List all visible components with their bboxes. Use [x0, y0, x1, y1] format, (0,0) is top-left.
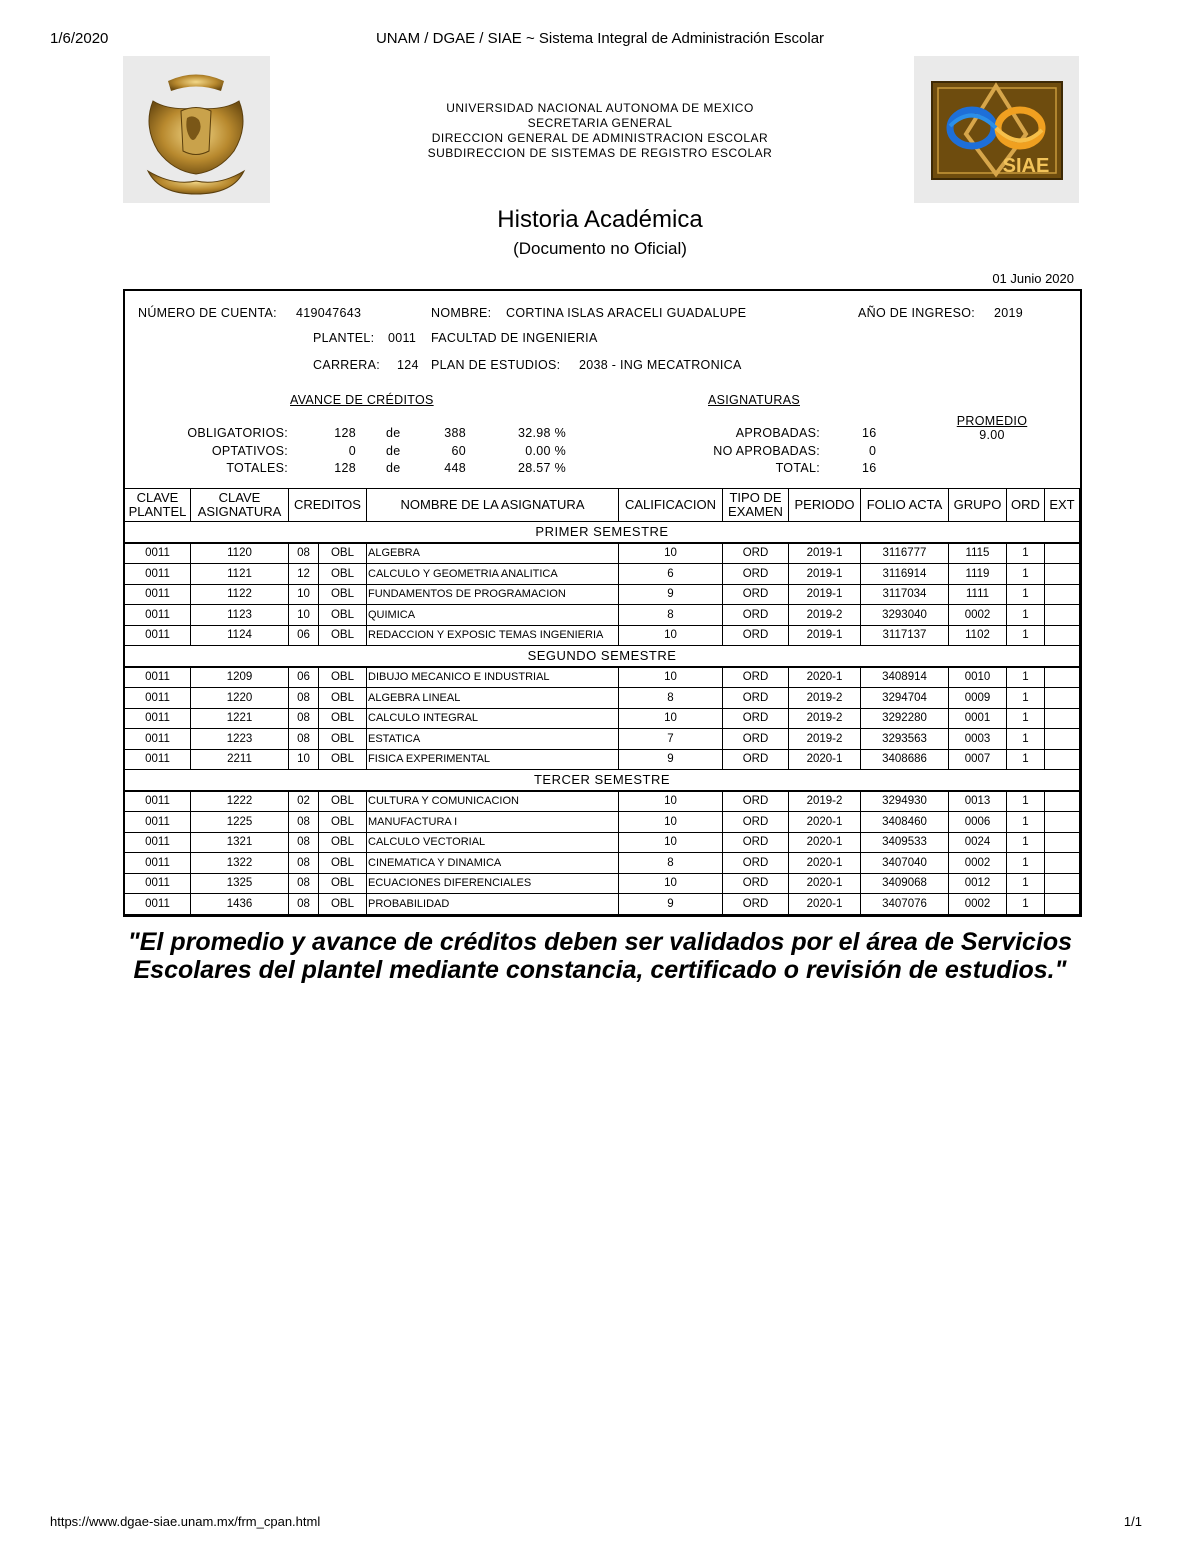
creditos-pct: 0.00 %	[525, 444, 566, 458]
cell-clave-plantel: 0011	[125, 605, 191, 626]
creditos-label: OPTATIVOS:	[211, 444, 288, 458]
cell-ext	[1045, 708, 1080, 729]
print-title: UNAM / DGAE / SIAE ~ Sistema Integral de Administración Escolar	[375, 30, 825, 47]
cell-ord: 1	[1007, 749, 1045, 770]
creditos-value: 128	[334, 461, 356, 475]
cell-grupo: 1102	[949, 625, 1007, 646]
cell-ext	[1045, 688, 1080, 709]
cell-calificacion: 9	[619, 584, 723, 605]
semester-name: TERCER SEMESTRE	[125, 770, 1080, 791]
semester-name: SEGUNDO SEMESTRE	[125, 646, 1080, 667]
table-row	[125, 584, 1080, 605]
cell-caracter: OBL	[319, 791, 367, 812]
cell-grupo: 0002	[949, 605, 1007, 626]
cell-folio-acta: 3116777	[861, 543, 949, 564]
cell-clave-asignatura: 1220	[191, 688, 289, 709]
cell-ord: 1	[1007, 853, 1045, 874]
table-row	[125, 605, 1080, 626]
cell-clave-asignatura: 1121	[191, 564, 289, 585]
cell-caracter: OBL	[319, 894, 367, 915]
cell-creditos: 08	[289, 853, 319, 874]
cell-ext	[1045, 791, 1080, 812]
cell-creditos: 10	[289, 605, 319, 626]
creditos-value: 0	[348, 444, 356, 458]
creditos-pct: 28.57 %	[518, 461, 566, 475]
col-calificacion: CALIFICACION	[619, 489, 723, 522]
cell-calificacion: 6	[619, 564, 723, 585]
ingreso-value: 2019	[994, 306, 1024, 320]
table-row	[125, 812, 1080, 833]
cell-folio-acta: 3117137	[861, 625, 949, 646]
cell-ext	[1045, 812, 1080, 833]
print-date: 1/6/2020	[50, 30, 109, 47]
promedio-value: 9.00	[979, 428, 1005, 442]
cell-periodo: 2019-2	[789, 708, 861, 729]
asignaturas-value: 16	[862, 461, 877, 475]
cuenta-value: 419047643	[296, 306, 362, 320]
plan-label: PLAN DE ESTUDIOS:	[431, 358, 561, 372]
cell-tipo-examen: ORD	[723, 791, 789, 812]
table-row	[125, 894, 1080, 915]
cell-clave-plantel: 0011	[125, 853, 191, 874]
cell-folio-acta: 3407040	[861, 853, 949, 874]
cell-creditos: 08	[289, 873, 319, 894]
document-title: Historia Académica	[497, 206, 703, 233]
cell-ext	[1045, 853, 1080, 874]
col-tipo-examen: TIPO DE EXAMEN	[723, 489, 789, 522]
grades-table	[124, 488, 1080, 915]
cell-tipo-examen: ORD	[723, 873, 789, 894]
institution-direccion: DIRECCION GENERAL DE ADMINISTRACION ESCOLAR	[431, 131, 769, 145]
cell-clave-asignatura: 1122	[191, 584, 289, 605]
cell-creditos: 02	[289, 791, 319, 812]
cell-ext	[1045, 543, 1080, 564]
cell-clave-asignatura: 1209	[191, 667, 289, 688]
institution-name: UNIVERSIDAD NACIONAL AUTONOMA DE MEXICO	[446, 101, 754, 115]
cell-tipo-examen: ORD	[723, 729, 789, 750]
cell-tipo-examen: ORD	[723, 543, 789, 564]
cell-ord: 1	[1007, 688, 1045, 709]
cell-periodo: 2019-1	[789, 543, 861, 564]
cell-nombre: CINEMATICA Y DINAMICA	[367, 853, 619, 874]
cell-ext	[1045, 729, 1080, 750]
document-subtitle: (Documento no Oficial)	[513, 239, 687, 258]
cell-folio-acta: 3292280	[861, 708, 949, 729]
cell-ext	[1045, 564, 1080, 585]
creditos-pct: 32.98 %	[518, 426, 566, 440]
cell-nombre: FUNDAMENTOS DE PROGRAMACION	[367, 584, 619, 605]
plantel-label: PLANTEL:	[313, 331, 375, 345]
cell-ord: 1	[1007, 832, 1045, 853]
print-page-number: 1/1	[1123, 1514, 1142, 1529]
cell-folio-acta: 3408460	[861, 812, 949, 833]
table-row	[125, 749, 1080, 770]
cell-creditos: 10	[289, 749, 319, 770]
cell-clave-asignatura: 1221	[191, 708, 289, 729]
cell-periodo: 2020-1	[789, 853, 861, 874]
cell-folio-acta: 3294704	[861, 688, 949, 709]
semester-row	[125, 646, 1080, 667]
cell-clave-plantel: 0011	[125, 688, 191, 709]
cell-caracter: OBL	[319, 853, 367, 874]
validation-notice: "El promedio y avance de créditos deben ser validados por el área de Servicios Escolares del plantel mediante constancia, certificado o revisión de estudios."	[127, 928, 1073, 984]
cell-caracter: OBL	[319, 625, 367, 646]
cell-grupo: 0002	[949, 853, 1007, 874]
col-ord: ORD	[1007, 489, 1045, 522]
cell-tipo-examen: ORD	[723, 625, 789, 646]
cell-periodo: 2019-2	[789, 688, 861, 709]
col-nombre-asignatura: NOMBRE DE LA ASIGNATURA	[367, 489, 619, 522]
col-clave-asignatura: CLAVE ASIGNATURA	[191, 489, 289, 522]
carrera-code: 124	[397, 358, 419, 372]
cell-nombre: CALCULO VECTORIAL	[367, 832, 619, 853]
creditos-de: de	[386, 461, 401, 475]
table-header-row	[125, 489, 1080, 522]
cell-clave-plantel: 0011	[125, 894, 191, 915]
cell-clave-asignatura: 1436	[191, 894, 289, 915]
cell-grupo: 0006	[949, 812, 1007, 833]
cell-clave-asignatura: 1222	[191, 791, 289, 812]
creditos-total: 60	[451, 444, 466, 458]
cell-grupo: 0010	[949, 667, 1007, 688]
cell-nombre: MANUFACTURA I	[367, 812, 619, 833]
cell-creditos: 08	[289, 543, 319, 564]
asignaturas-heading: ASIGNATURAS	[708, 393, 800, 407]
cell-clave-asignatura: 1325	[191, 873, 289, 894]
cell-nombre: CALCULO INTEGRAL	[367, 708, 619, 729]
cell-caracter: OBL	[319, 688, 367, 709]
cell-grupo: 1119	[949, 564, 1007, 585]
cell-folio-acta: 3409533	[861, 832, 949, 853]
cell-folio-acta: 3407076	[861, 894, 949, 915]
cell-calificacion: 10	[619, 791, 723, 812]
cell-caracter: OBL	[319, 749, 367, 770]
semester-name: PRIMER SEMESTRE	[125, 522, 1080, 543]
cell-folio-acta: 3408914	[861, 667, 949, 688]
cell-clave-plantel: 0011	[125, 749, 191, 770]
cell-ext	[1045, 667, 1080, 688]
cell-caracter: OBL	[319, 729, 367, 750]
siae-logo-text: SIAE	[1002, 155, 1050, 177]
cell-calificacion: 9	[619, 749, 723, 770]
cell-folio-acta: 3116914	[861, 564, 949, 585]
cell-grupo: 0012	[949, 873, 1007, 894]
nombre-value: CORTINA ISLAS ARACELI GUADALUPE	[506, 306, 747, 320]
cuenta-label: NÚMERO DE CUENTA:	[138, 306, 277, 320]
cell-periodo: 2020-1	[789, 832, 861, 853]
col-clave-plantel: CLAVE PLANTEL	[125, 489, 191, 522]
asignaturas-value: 0	[869, 444, 877, 458]
cell-nombre: ECUACIONES DIFERENCIALES	[367, 873, 619, 894]
cell-clave-plantel: 0011	[125, 791, 191, 812]
cell-ord: 1	[1007, 894, 1045, 915]
table-row	[125, 729, 1080, 750]
cell-clave-asignatura: 1123	[191, 605, 289, 626]
cell-clave-asignatura: 2211	[191, 749, 289, 770]
plan-value: 2038 - ING MECATRONICA	[579, 358, 742, 372]
cell-ord: 1	[1007, 625, 1045, 646]
cell-tipo-examen: ORD	[723, 894, 789, 915]
cell-creditos: 06	[289, 625, 319, 646]
cell-ord: 1	[1007, 729, 1045, 750]
cell-periodo: 2019-2	[789, 605, 861, 626]
table-row	[125, 688, 1080, 709]
cell-calificacion: 10	[619, 708, 723, 729]
cell-grupo: 0002	[949, 894, 1007, 915]
cell-ext	[1045, 749, 1080, 770]
cell-clave-asignatura: 1322	[191, 853, 289, 874]
cell-nombre: QUIMICA	[367, 605, 619, 626]
cell-periodo: 2020-1	[789, 667, 861, 688]
semester-row	[125, 522, 1080, 543]
cell-nombre: ALGEBRA	[367, 543, 619, 564]
institution-subdireccion: SUBDIRECCION DE SISTEMAS DE REGISTRO ESCOLAR	[427, 146, 773, 160]
cell-folio-acta: 3293040	[861, 605, 949, 626]
cell-creditos: 08	[289, 688, 319, 709]
cell-periodo: 2020-1	[789, 873, 861, 894]
col-ext: EXT	[1045, 489, 1080, 522]
cell-grupo: 0024	[949, 832, 1007, 853]
col-creditos: CREDITOS	[289, 489, 367, 522]
plantel-name: FACULTAD DE INGENIERIA	[431, 331, 598, 345]
cell-calificacion: 7	[619, 729, 723, 750]
cell-caracter: OBL	[319, 812, 367, 833]
cell-tipo-examen: ORD	[723, 832, 789, 853]
table-row	[125, 708, 1080, 729]
cell-caracter: OBL	[319, 708, 367, 729]
creditos-de: de	[386, 426, 401, 440]
cell-ord: 1	[1007, 812, 1045, 833]
plantel-code: 0011	[388, 331, 417, 345]
cell-grupo: 0013	[949, 791, 1007, 812]
cell-clave-plantel: 0011	[125, 812, 191, 833]
table-row	[125, 667, 1080, 688]
cell-clave-plantel: 0011	[125, 564, 191, 585]
cell-folio-acta: 3294930	[861, 791, 949, 812]
cell-clave-plantel: 0011	[125, 667, 191, 688]
cell-creditos: 10	[289, 584, 319, 605]
cell-ord: 1	[1007, 564, 1045, 585]
table-row	[125, 625, 1080, 646]
cell-caracter: OBL	[319, 832, 367, 853]
cell-clave-plantel: 0011	[125, 708, 191, 729]
cell-clave-plantel: 0011	[125, 625, 191, 646]
cell-calificacion: 10	[619, 625, 723, 646]
cell-caracter: OBL	[319, 605, 367, 626]
siae-logo-icon	[914, 56, 1079, 203]
cell-folio-acta: 3409068	[861, 873, 949, 894]
cell-ord: 1	[1007, 605, 1045, 626]
creditos-de: de	[386, 444, 401, 458]
cell-tipo-examen: ORD	[723, 708, 789, 729]
asignaturas-value: 16	[862, 426, 877, 440]
cell-creditos: 12	[289, 564, 319, 585]
semester-row	[125, 770, 1080, 791]
cell-tipo-examen: ORD	[723, 564, 789, 585]
cell-tipo-examen: ORD	[723, 667, 789, 688]
cell-creditos: 08	[289, 832, 319, 853]
cell-periodo: 2020-1	[789, 812, 861, 833]
cell-nombre: PROBABILIDAD	[367, 894, 619, 915]
asignaturas-label: NO APROBADAS:	[713, 444, 820, 458]
cell-folio-acta: 3408686	[861, 749, 949, 770]
cell-calificacion: 8	[619, 853, 723, 874]
cell-clave-plantel: 0011	[125, 584, 191, 605]
cell-nombre: FISICA EXPERIMENTAL	[367, 749, 619, 770]
table-row	[125, 873, 1080, 894]
cell-calificacion: 10	[619, 543, 723, 564]
cell-ext	[1045, 625, 1080, 646]
cell-periodo: 2019-1	[789, 584, 861, 605]
creditos-total: 388	[444, 426, 466, 440]
cell-tipo-examen: ORD	[723, 749, 789, 770]
promedio-label: PROMEDIO	[956, 414, 1028, 428]
cell-ext	[1045, 605, 1080, 626]
cell-creditos: 06	[289, 667, 319, 688]
cell-clave-plantel: 0011	[125, 729, 191, 750]
cell-clave-asignatura: 1124	[191, 625, 289, 646]
cell-calificacion: 10	[619, 873, 723, 894]
cell-periodo: 2020-1	[789, 749, 861, 770]
ingreso-label: AÑO DE INGRESO:	[858, 306, 976, 320]
print-url: https://www.dgae-siae.unam.mx/frm_cpan.html	[50, 1514, 321, 1529]
cell-clave-plantel: 0011	[125, 832, 191, 853]
cell-clave-asignatura: 1223	[191, 729, 289, 750]
nombre-label: NOMBRE:	[431, 306, 492, 320]
table-row	[125, 791, 1080, 812]
cell-tipo-examen: ORD	[723, 605, 789, 626]
cell-ord: 1	[1007, 667, 1045, 688]
carrera-label: CARRERA:	[313, 358, 380, 372]
cell-periodo: 2019-2	[789, 791, 861, 812]
col-folio-acta: FOLIO ACTA	[861, 489, 949, 522]
cell-tipo-examen: ORD	[723, 688, 789, 709]
cell-grupo: 1115	[949, 543, 1007, 564]
asignaturas-label: APROBADAS:	[735, 426, 820, 440]
cell-periodo: 2019-2	[789, 729, 861, 750]
cell-calificacion: 10	[619, 812, 723, 833]
cell-ord: 1	[1007, 708, 1045, 729]
creditos-total: 448	[444, 461, 466, 475]
cell-calificacion: 9	[619, 894, 723, 915]
cell-clave-asignatura: 1321	[191, 832, 289, 853]
cell-ext	[1045, 894, 1080, 915]
cell-caracter: OBL	[319, 873, 367, 894]
cell-caracter: OBL	[319, 667, 367, 688]
table-row	[125, 853, 1080, 874]
document-date: 01 Junio 2020	[992, 271, 1074, 286]
cell-grupo: 0009	[949, 688, 1007, 709]
cell-creditos: 08	[289, 894, 319, 915]
cell-grupo: 0003	[949, 729, 1007, 750]
col-periodo: PERIODO	[789, 489, 861, 522]
asignaturas-label: TOTAL:	[775, 461, 820, 475]
cell-ext	[1045, 873, 1080, 894]
table-row	[125, 564, 1080, 585]
cell-clave-plantel: 0011	[125, 873, 191, 894]
cell-grupo: 0001	[949, 708, 1007, 729]
cell-ord: 1	[1007, 543, 1045, 564]
cell-caracter: OBL	[319, 584, 367, 605]
cell-folio-acta: 3117034	[861, 584, 949, 605]
col-grupo: GRUPO	[949, 489, 1007, 522]
cell-nombre: REDACCION Y EXPOSIC TEMAS INGENIERIA	[367, 625, 619, 646]
cell-creditos: 08	[289, 708, 319, 729]
cell-caracter: OBL	[319, 564, 367, 585]
institution-header	[300, 101, 900, 161]
cell-clave-asignatura: 1225	[191, 812, 289, 833]
cell-nombre: CALCULO Y GEOMETRIA ANALITICA	[367, 564, 619, 585]
cell-tipo-examen: ORD	[723, 853, 789, 874]
cell-folio-acta: 3293563	[861, 729, 949, 750]
cell-ord: 1	[1007, 791, 1045, 812]
cell-calificacion: 10	[619, 667, 723, 688]
creditos-heading: AVANCE DE CRÉDITOS	[290, 393, 434, 407]
table-row	[125, 543, 1080, 564]
creditos-label: TOTALES:	[226, 461, 288, 475]
cell-ord: 1	[1007, 873, 1045, 894]
cell-tipo-examen: ORD	[723, 812, 789, 833]
institution-secretaria: SECRETARIA GENERAL	[527, 116, 673, 130]
cell-ord: 1	[1007, 584, 1045, 605]
creditos-label: OBLIGATORIOS:	[187, 426, 288, 440]
cell-nombre: ALGEBRA LINEAL	[367, 688, 619, 709]
cell-calificacion: 10	[619, 832, 723, 853]
cell-nombre: ESTATICA	[367, 729, 619, 750]
cell-grupo: 0007	[949, 749, 1007, 770]
table-row	[125, 832, 1080, 853]
cell-tipo-examen: ORD	[723, 584, 789, 605]
unam-shield-icon	[123, 56, 270, 203]
cell-nombre: CULTURA Y COMUNICACION	[367, 791, 619, 812]
cell-grupo: 1111	[949, 584, 1007, 605]
cell-periodo: 2019-1	[789, 625, 861, 646]
cell-ext	[1045, 832, 1080, 853]
cell-ext	[1045, 584, 1080, 605]
cell-periodo: 2019-1	[789, 564, 861, 585]
cell-caracter: OBL	[319, 543, 367, 564]
cell-nombre: DIBUJO MECANICO E INDUSTRIAL	[367, 667, 619, 688]
cell-calificacion: 8	[619, 688, 723, 709]
cell-creditos: 08	[289, 812, 319, 833]
cell-calificacion: 8	[619, 605, 723, 626]
cell-clave-plantel: 0011	[125, 543, 191, 564]
cell-creditos: 08	[289, 729, 319, 750]
cell-periodo: 2020-1	[789, 894, 861, 915]
cell-clave-asignatura: 1120	[191, 543, 289, 564]
creditos-value: 128	[334, 426, 356, 440]
